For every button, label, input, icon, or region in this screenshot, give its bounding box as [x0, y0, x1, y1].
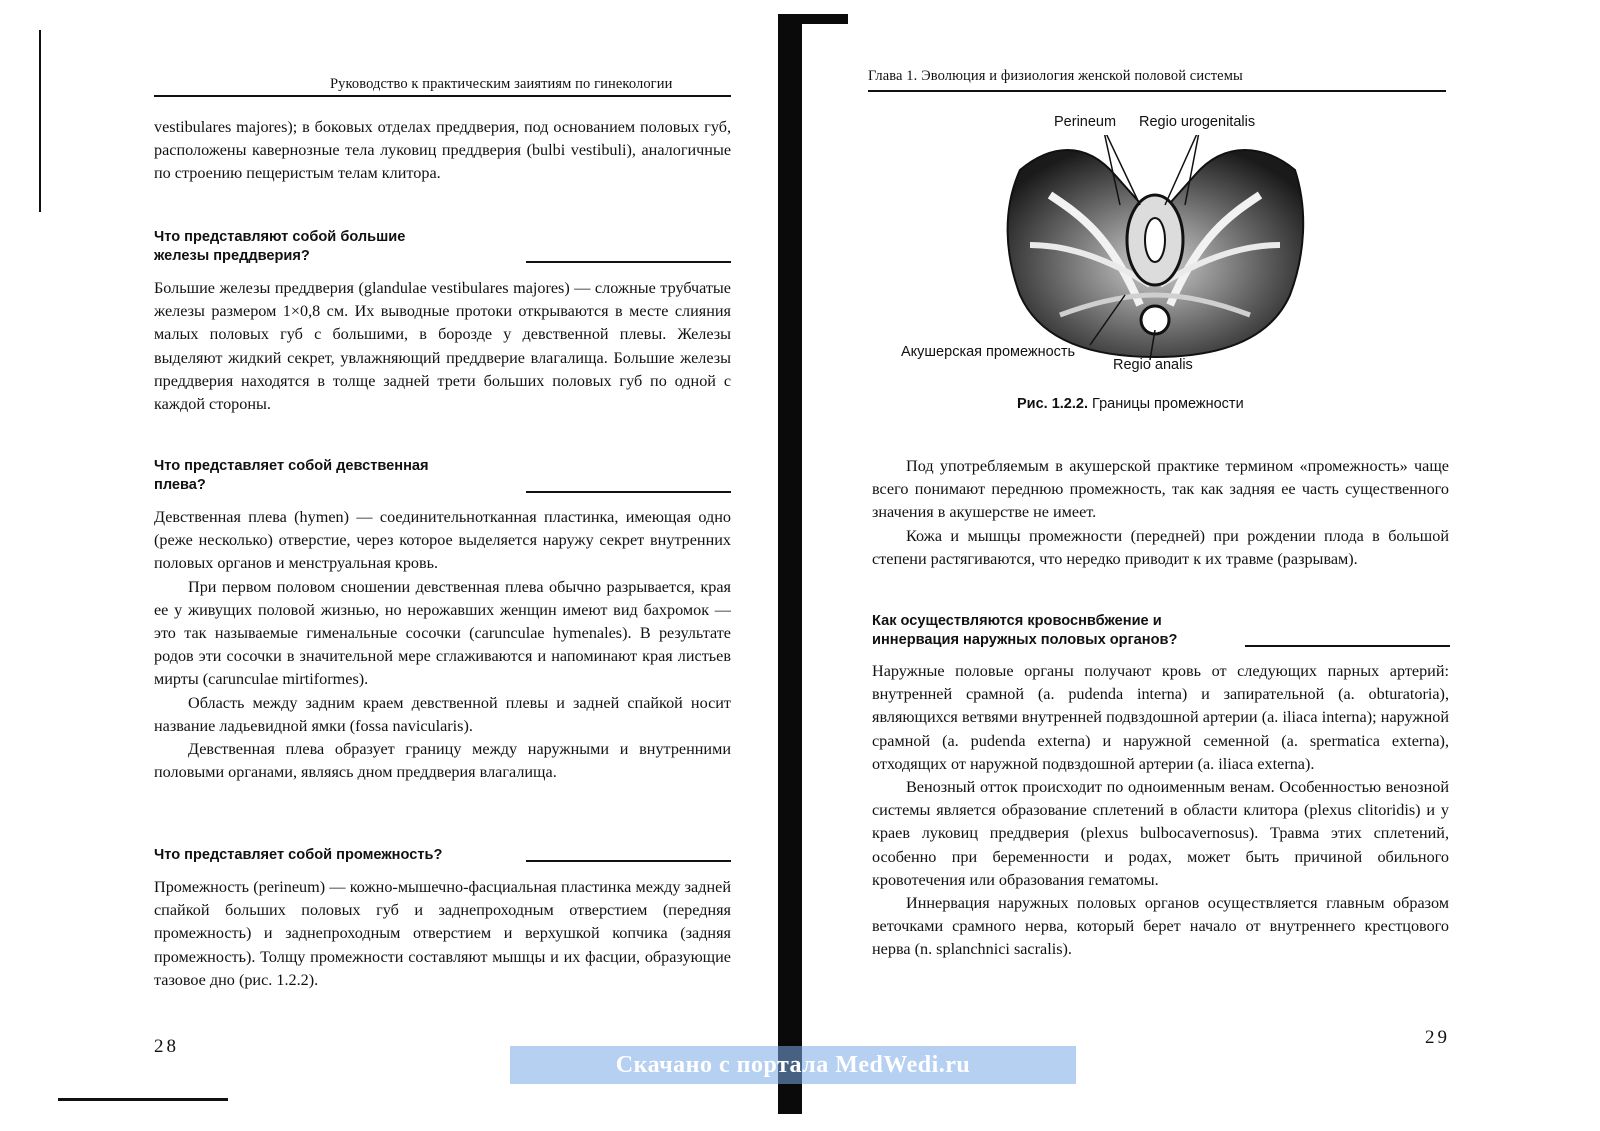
question-rule: [1245, 645, 1450, 647]
answer-perineum: [154, 876, 731, 992]
question-line: Что представляет собой промежность?: [154, 847, 443, 863]
running-head-rule-left: [154, 95, 731, 97]
paragraph: Девственная плева образует границу между наружными и внутренними половыми органами, являясь дном преддверия влагалища.: [154, 740, 731, 782]
watermark-banner: Скачано с портала MedWedi.ru: [510, 1046, 1076, 1084]
figure-label-regio-analis: Regio analis: [1113, 357, 1193, 373]
question-line: железы преддверия?: [154, 248, 310, 264]
paragraph: vestibulares majores); в боковых отделах преддверия, под основанием половых губ, расположены кавернозные тела луковиц преддверия (bulbi vestibuli), аналогичные по строению пещеристым телам клитора.: [154, 118, 731, 183]
paragraph: Девственная плева (hymen) — соединительнотканная пластинка, имеющая одно (реже несколько) отверстие, через которое выделяется наружу секрет внутренних половых органов и менструальная кровь.: [154, 508, 731, 573]
paragraph: Кожа и мышцы промежности (передней) при рождении плода в большой степени растягиваются, что нередко приводит к их травме (разрывам).: [872, 526, 1449, 568]
question-rule: [526, 261, 731, 263]
perineum-anatomy-illustration: [990, 135, 1320, 365]
perineum-paragraphs: [872, 455, 1449, 571]
question-line: Что представляют собой большие: [154, 229, 406, 245]
question-line: Как осуществляются кровоснвбжение и: [872, 613, 1162, 629]
intro-paragraph: [154, 116, 731, 186]
question-heading-blood-supply: [872, 612, 1450, 650]
question-line: Что представляет собой девственная: [154, 458, 429, 474]
figure-label-regio-urogenitalis: Regio urogenitalis: [1139, 114, 1256, 130]
caption-text: Границы промежности: [1092, 396, 1244, 412]
figure-label-perineum: Perineum: [1054, 114, 1117, 130]
answer-blood-supply: [872, 660, 1449, 962]
paragraph: Венозный отток происходит по одноименным венам. Особенностью венозной системы является образование сплетений в области клитора (plexus clitoridis) и у краев луковиц преддверия (plexus bulbocavernosus). Травма этих сплетений, особенно при беременности и родах, может быть причиной обильного кровотечения или образования гематомы.: [872, 778, 1449, 889]
paragraph: Под употребляемым в акушерской практике термином «промежность» чаще всего понимают переднюю промежность, так как задняя ее часть существенного значения в акушерстве не имеет.: [872, 457, 1449, 522]
paragraph: Промежность (perineum) — кожно-мышечно-фасциальная пластинка между задней спайкой больших половых губ и заднепроходным отверстием (передняя промежность) и заднепроходным отверстием и верхушкой копчика (задняя промежность). Толщу промежности составляют мышцы и их фасции, образующие тазовое дно (рис. 1.2.2).: [154, 878, 731, 989]
figure-caption: [1017, 396, 1244, 412]
paragraph: Наружные половые органы получают кровь от следующих парных артерий: внутренней срамной (a. pudenda interna) и запирательной (a. obturatoria), являющихся ветвями внутренней подвздошной артерии (a. iliaca interna); наружной срамной (a. pudenda externa) и наружной семенной (a. spermatica externa), отходящих от наружной подвздошной артерии (a. iliaca externa).: [872, 662, 1449, 773]
right-page: [785, 0, 1600, 1131]
page-number-left: 28: [154, 1036, 179, 1057]
answer-hymen: [154, 506, 731, 784]
paragraph: Иннервация наружных половых органов осуществляется главным образом веточками срамного нерва, который берет начало от внутреннего крестцового нерва (n. splanchnici sacralis).: [872, 894, 1449, 959]
left-page: [0, 0, 785, 1131]
caption-number: Рис. 1.2.2.: [1017, 396, 1088, 412]
paragraph: Большие железы преддверия (glandulae vestibulares majores) — сложные трубчатые железы размером 1×0,8 см. Их выводные протоки открываются в месте слияния малых половых губ с большими, в борозде у девственной плевы. Железы выделяют жидкий секрет, увлажняющий преддверие влагалища. Большие железы преддверия находятся в толще задней трети больших половых губ по одной с каждой стороны.: [154, 279, 731, 414]
question-rule: [526, 860, 731, 862]
running-head-rule-right: [868, 90, 1446, 92]
answer-glands: [154, 277, 731, 416]
question-line: плева?: [154, 477, 206, 493]
paragraph: При первом половом сношении девственная плева обычно разрывается, края ее у живущих половой жизнью, но нерожавших женщин имеют вид бахромок — это так называемые гименальные сосочки (carunculae hymenales). В результате родов эти сосочки в значительной мере сглаживаются и напоминают края листьев мирты (carunculae mirtiformes).: [154, 577, 731, 689]
figure-label-akusherskaya: Акушерская промежность: [901, 344, 1076, 360]
scan-edge-mark: [58, 1098, 228, 1101]
paragraph: Область между задним краем девственной плевы и задней спайкой носит название ладьевидной ямки (fossa navicularis).: [154, 693, 731, 735]
running-head-left: Руководство к практическим заиятиям по гинекологии: [330, 76, 673, 92]
running-head-right: Глава 1. Эволюция и физиология женской половой системы: [868, 68, 1243, 84]
question-heading-glands: [154, 228, 731, 266]
scan-edge-mark: [39, 30, 41, 212]
question-heading-hymen: [154, 457, 731, 495]
page-number-right: 29: [1425, 1027, 1450, 1048]
question-rule: [526, 491, 731, 493]
question-line: иннервация наружных половых органов?: [872, 632, 1178, 648]
question-heading-perineum: [154, 846, 731, 865]
